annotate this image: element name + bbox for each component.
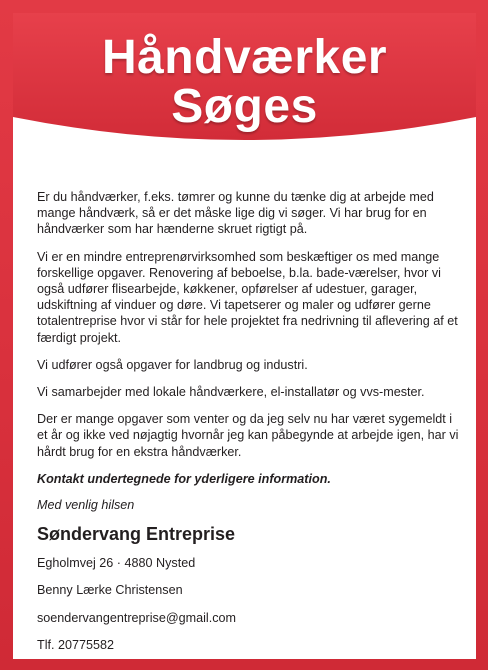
signature-block [37,497,461,653]
company-name: Søndervang Entreprise [37,524,236,545]
contact-name: Benny Lærke Christensen [37,583,183,598]
contact-email: soendervangentreprise@gmail.com [37,610,236,625]
contact-phone: Tlf. 20775582 [37,637,115,652]
paragraph-partners: Vi samarbejder med lokale håndværkere, el-installatør og vvs-mester. [37,385,425,400]
paragraph-intro: Er du håndværker, f.eks. tømrer og kunne du tænke dig at arbejde med mange håndværk, så er det måske lige dig vi søger. Vi har brug for en håndværker som har hænderne skruet rigtigt på. [37,190,434,237]
signature-greeting: Med venlig hilsen [37,498,135,513]
paragraph-company: Vi er en mindre entreprenørvirksomhed som beskæftiger os med mange forskellige opgaver. Renovering af beboelse, b.la. bade-værelser, hvor vi også udfører flisearbejde, køkkener, opførelser af udestuer, garager, udskiftning af vinduer og døre. Vi tapetserer og maler og udfører gerne totalentreprise hvor vi står for hele projektet fra nedrivning til aflevering af et færdigt projekt. [37,249,458,345]
paragraph-need: Der er mange opgaver som venter og da jeg selv nu har været sygemeldt i et år og ikke ved nøjagtig hvornår jeg kan påbegynde at arbejde igen, har vi hårdt brug for en ekstra håndværker. [37,412,459,459]
poster-content-area [13,13,476,659]
call-to-action: Kontakt undertegnede for yderligere information. [37,471,331,486]
headline-banner [13,13,476,161]
ad-body [37,189,461,659]
headline [13,33,476,131]
headline-line-1: Håndværker [101,31,388,84]
headline-line-2: Søges [171,80,318,133]
paragraph-agriculture: Vi udfører også opgaver for landbrug og industri. [37,357,308,372]
company-address: Egholmvej 26 · 4880 Nysted [37,556,196,571]
